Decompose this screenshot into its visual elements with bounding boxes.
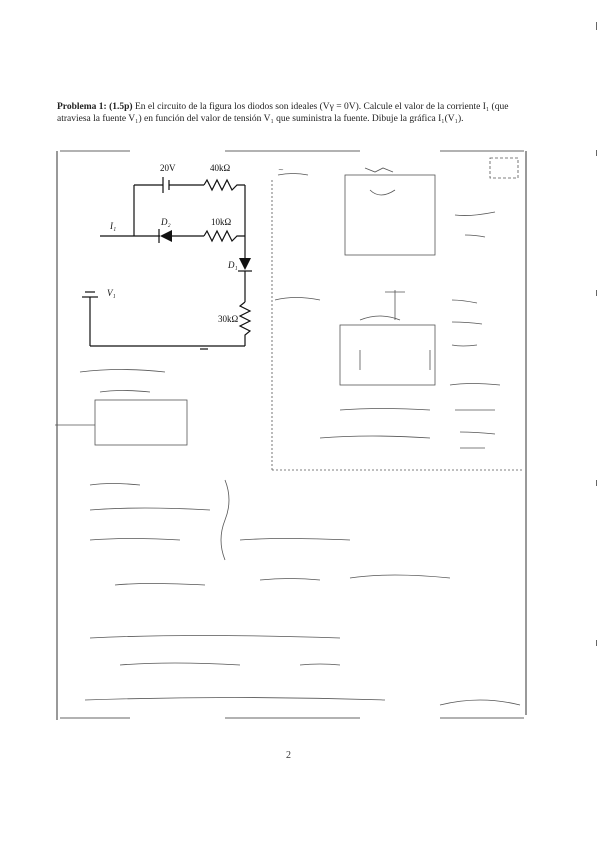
margin-mark	[596, 480, 597, 486]
problem-points: (1.5p)	[109, 102, 133, 112]
label-i1: I₁	[110, 221, 117, 231]
page-number: 2	[286, 750, 291, 761]
margin-mark	[596, 22, 597, 30]
label-30k: 30kΩ	[218, 314, 239, 324]
margin-mark	[596, 150, 597, 156]
problem-text: En el circuito de la figura los diodos son ideales (Vγ = 0V). Calcule el valor de la corriente I₁ (que atraviesa la fuente V₁) en función del valor de tensión V₁ que suministra la fuente. Dibuje la gráfica I₁(V₁).	[57, 102, 509, 124]
handwritten-notes	[55, 158, 522, 705]
label-20v: 20V	[160, 163, 176, 173]
label-d2: D₂	[161, 217, 171, 227]
label-v1: V₁	[107, 288, 116, 298]
label-40k: 40kΩ	[210, 163, 231, 173]
margin-mark	[596, 290, 597, 296]
note-scribble: ~	[278, 166, 284, 174]
label-d1: D₁	[228, 260, 238, 270]
margin-mark	[596, 640, 597, 646]
problem-label: Problema 1:	[57, 102, 107, 112]
label-10k: 10kΩ	[211, 217, 232, 227]
